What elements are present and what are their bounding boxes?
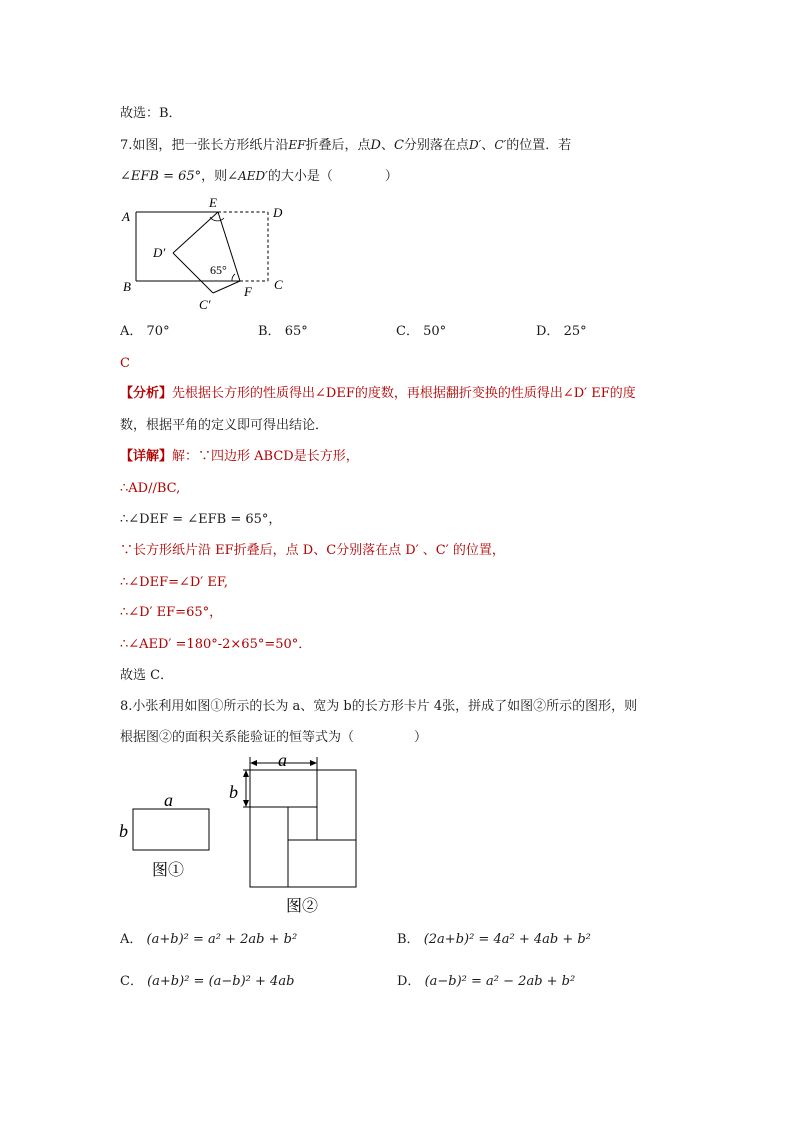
prev-answer: 故选：B． — [120, 106, 182, 121]
option-value: (2a+b)² = 4a² + 4ab + b² — [423, 932, 591, 947]
q8-figure-2 — [226, 752, 366, 922]
q7-stem-text: 的大小是（ — [267, 169, 333, 184]
label-D-prime: D′ — [153, 245, 166, 260]
label-A: A — [122, 209, 130, 224]
q7-step-4: ∴∠DEF=∠D′ EF, — [120, 575, 229, 590]
q8-option-c[interactable] — [120, 974, 294, 990]
fig2-caption: 图② — [286, 898, 319, 915]
detail-tag: 【详解】 — [120, 449, 173, 464]
fig2-label-b: b — [229, 782, 238, 802]
angle-arc-f — [232, 274, 235, 281]
q7-cp: C′ — [494, 138, 507, 152]
q7-stem-text: 、 — [481, 138, 495, 153]
option-key: B． — [397, 932, 420, 947]
q8-option-a[interactable] — [120, 932, 297, 948]
fig1-caption: 图① — [152, 862, 185, 879]
label-C: C — [274, 277, 283, 292]
option-value: (a+b)² = a² + 2ab + b² — [146, 932, 298, 947]
q7-answer: C — [120, 356, 130, 371]
arrowhead — [310, 760, 317, 766]
q7-given-angle: ∠EFB = 65° — [120, 169, 202, 184]
option-value: (a+b)² = (a−b)² + 4ab — [147, 974, 295, 989]
q8-stem-text: 根据图②的面积关系能验证的恒等式为（ — [120, 730, 355, 745]
detail-text: 解：∵四边形 ABCD是长方形， — [172, 449, 359, 464]
q7-stem-text: ） — [384, 169, 398, 184]
q7-step-2: ∴∠DEF = ∠EFB = 65°， — [120, 512, 282, 527]
q7-d: D — [370, 138, 381, 153]
label-D: D — [273, 205, 283, 220]
arrowhead — [243, 770, 249, 777]
q7-stem-text: ，则∠ — [201, 169, 239, 184]
option-key: D． — [536, 324, 560, 339]
card-rectangle — [133, 809, 209, 850]
q7-detail-head — [120, 449, 359, 465]
q8-option-d[interactable] — [397, 974, 575, 990]
q7-stem-line2 — [120, 168, 398, 185]
q8-stem-line2 — [120, 730, 427, 746]
option-value: 65° — [284, 324, 308, 339]
option-value: 25° — [563, 324, 587, 339]
q7-option-b[interactable] — [258, 324, 308, 340]
q7-option-a[interactable] — [120, 324, 170, 340]
label-B: B — [123, 279, 131, 294]
q7-fold-figure — [110, 190, 310, 315]
q7-analysis-line1 — [120, 386, 636, 402]
q7-stem-text: 、 — [380, 138, 394, 153]
q7-step-1: ∴AD//BC, — [120, 481, 181, 496]
q8-stem-text: ） — [414, 730, 428, 745]
outer-square — [250, 770, 356, 887]
folded-edge-cf — [213, 281, 240, 293]
q7-ef: EF — [288, 138, 306, 152]
option-key: D． — [397, 974, 421, 989]
option-key: C． — [120, 974, 143, 989]
q7-option-c[interactable] — [396, 324, 446, 340]
label-E: E — [209, 195, 217, 210]
q7-step-6: ∴∠AED′ =180°-2×65°=50°． — [120, 637, 312, 652]
q7-final-answer: 故选 C． — [120, 668, 174, 683]
q8-option-b[interactable] — [397, 932, 591, 948]
analysis-tag: 【分析】 — [120, 386, 173, 401]
q8-stem-line1: 8.小张利用如图①所示的长为 a、宽为 b的长方形卡片 4张，拼成了如图②所示的图形，则 — [120, 699, 638, 714]
label-C-prime: C′ — [199, 297, 211, 312]
arrowhead — [250, 760, 257, 766]
fig1-label-b: b — [119, 821, 128, 841]
analysis-text: 先根据长方形的性质得出∠DEF的度数，再根据翻折变换的性质得出∠D′ EF的度 — [172, 386, 636, 401]
q7-stem-text: 折叠后，点 — [305, 138, 371, 153]
fig2-label-a: a — [278, 752, 287, 770]
option-value: 70° — [146, 324, 170, 339]
q7-stem-line1 — [120, 137, 571, 154]
option-key: A． — [120, 324, 143, 339]
option-key: B． — [258, 324, 281, 339]
option-key: C． — [396, 324, 419, 339]
q7-stem-text: 的位置．若 — [506, 138, 572, 153]
fig1-label-a: a — [164, 790, 173, 810]
option-value: (a−b)² = a² − 2ab + b² — [424, 974, 576, 989]
q7-step-5: ∴∠D′ EF=65°， — [120, 605, 223, 620]
q7-c: C — [393, 138, 404, 153]
q8-figure-1 — [112, 788, 222, 883]
q7-analysis-line2: 数，根据平角的定义即可得出结论． — [120, 418, 329, 433]
label-F: F — [244, 284, 252, 299]
folded-edge-dc — [173, 253, 213, 293]
q7-stem-text: 分别落在点 — [403, 138, 469, 153]
arrowhead — [243, 800, 249, 807]
option-key: A． — [120, 932, 143, 947]
label-65-degree: 65° — [210, 263, 227, 277]
q7-option-d[interactable] — [536, 324, 587, 340]
option-value: 50° — [423, 324, 447, 339]
q7-stem-text: 7.如图，把一张长方形纸片沿 — [120, 138, 289, 153]
q7-dp: D′ — [468, 138, 482, 152]
q7-aed: AED′ — [238, 169, 268, 183]
q7-step-3: ∵长方形纸片沿 EF折叠后，点 D、C分别落在点 D′ 、C′ 的位置， — [120, 543, 505, 558]
